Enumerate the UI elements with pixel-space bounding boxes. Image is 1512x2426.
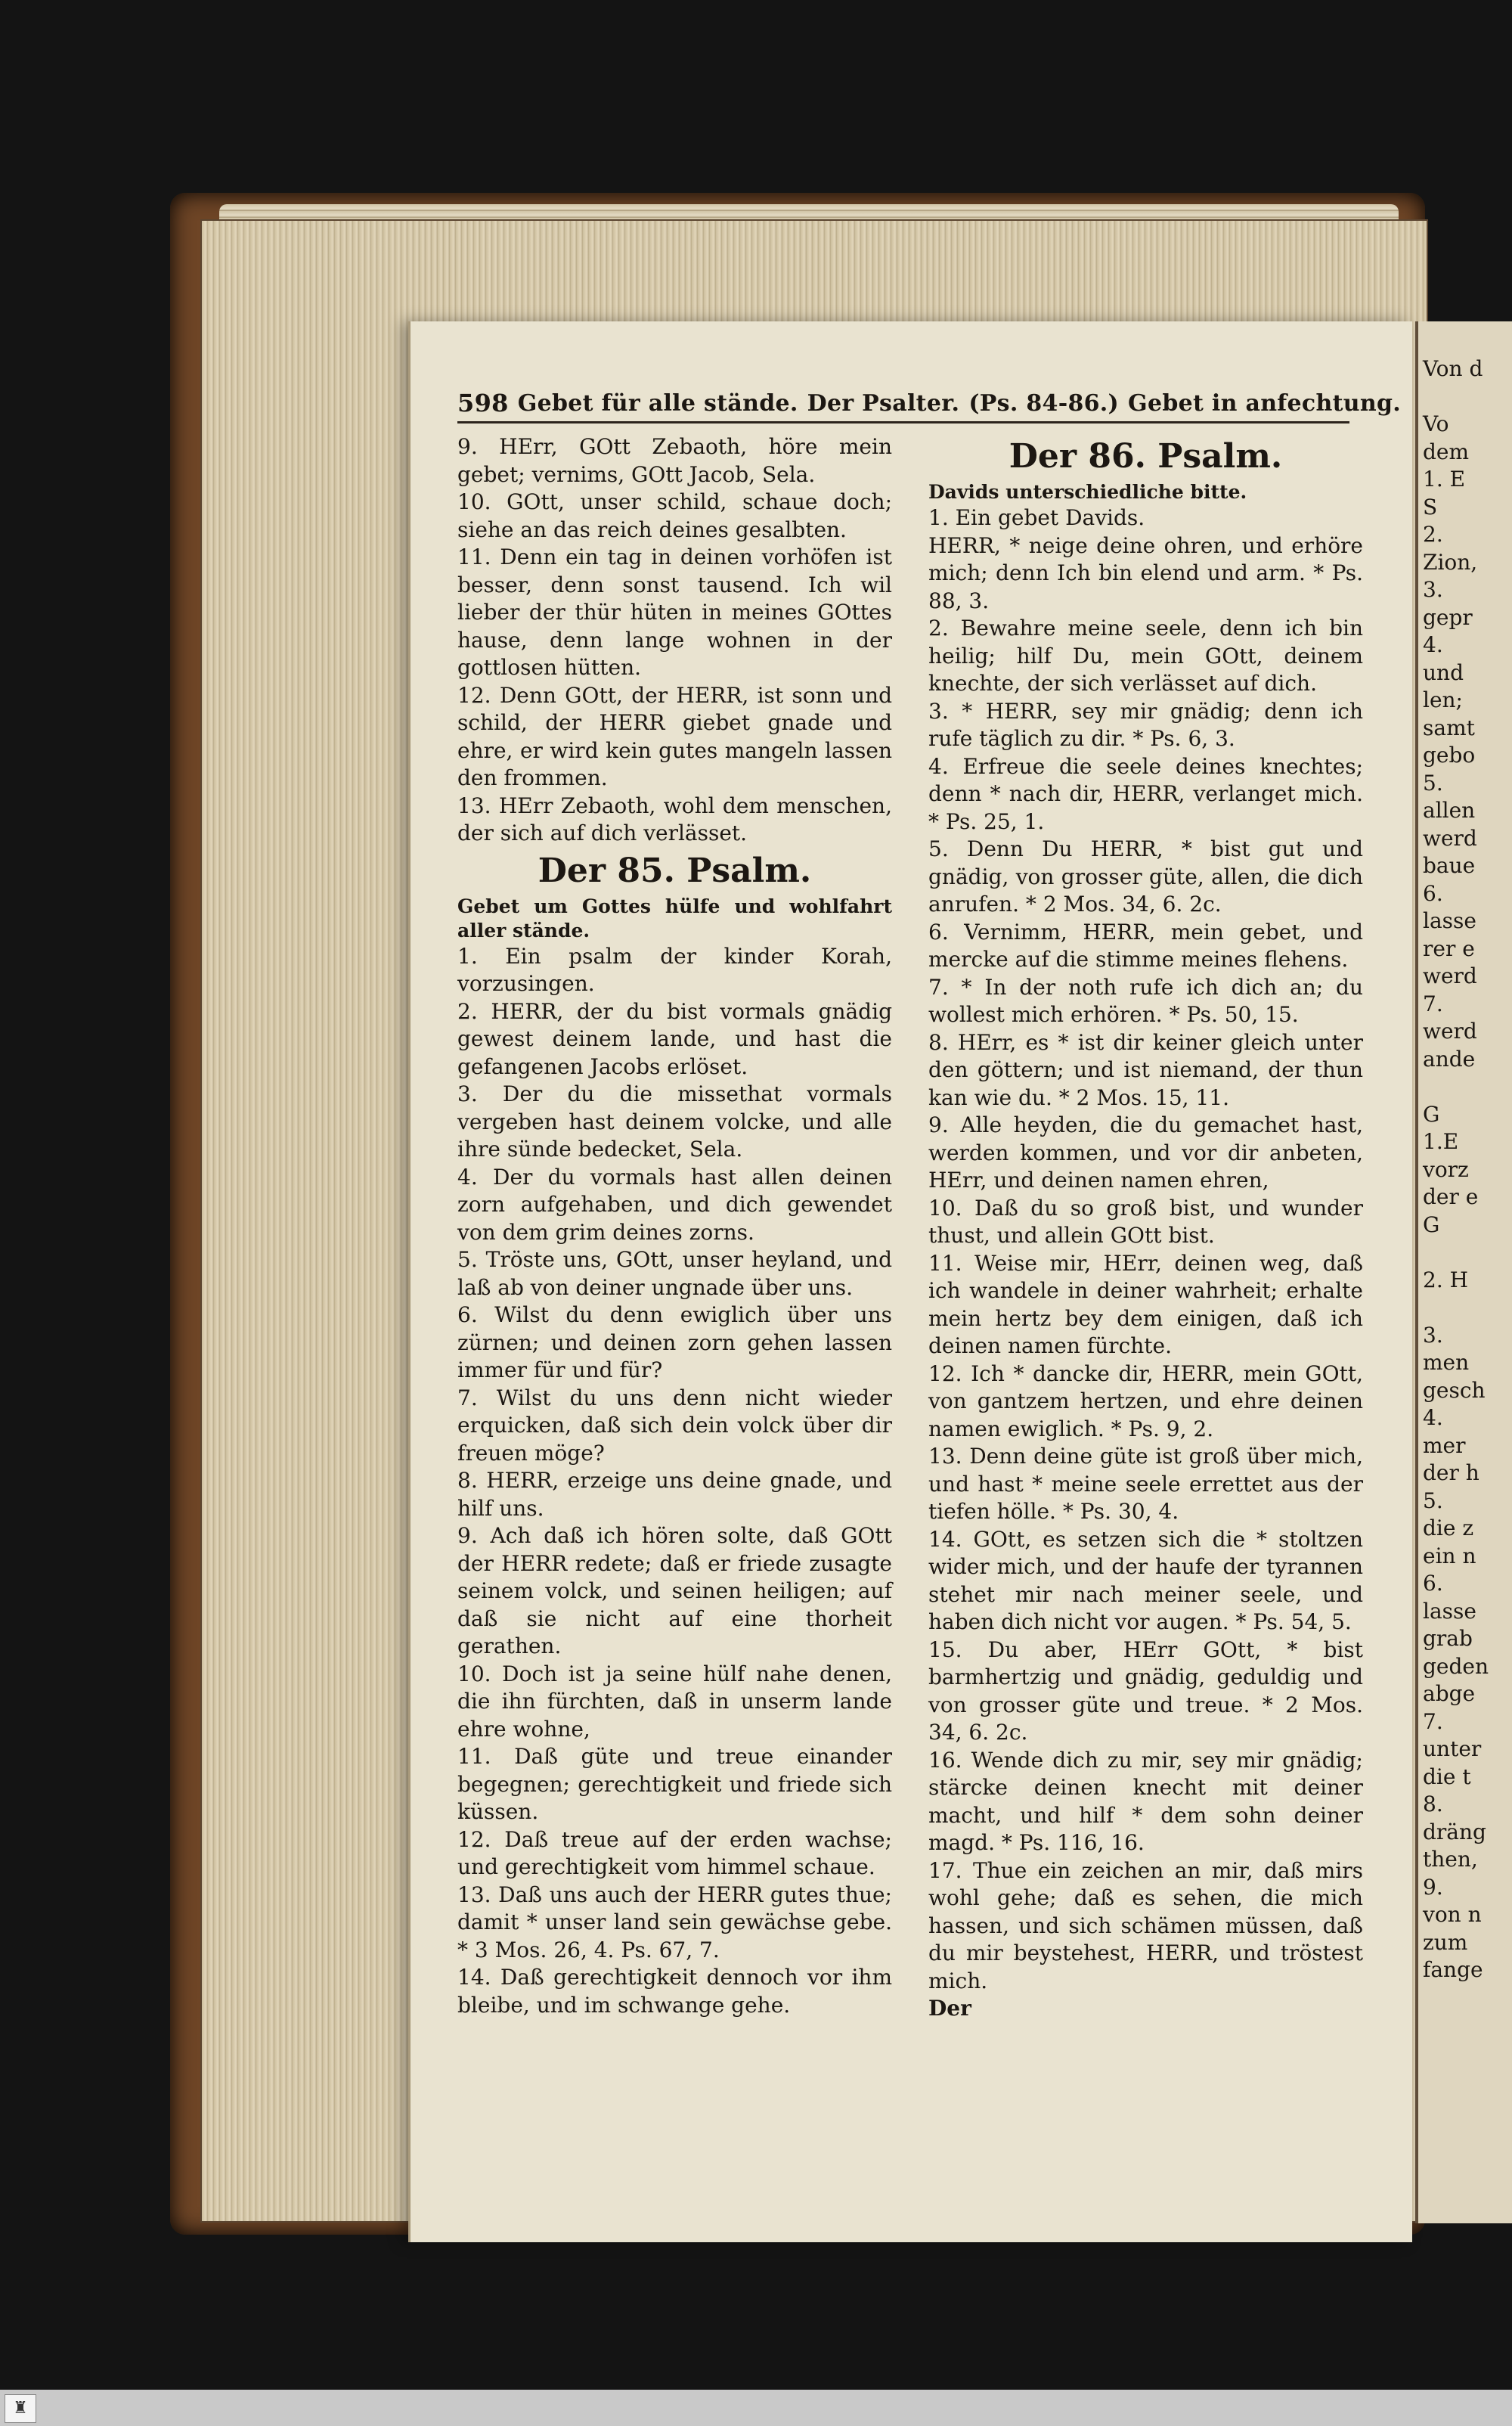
next-page-line: Zion,	[1423, 549, 1478, 575]
verse-line: 6. Wilst du denn ewiglich über uns zürnen; und deinen zorn gehen lassen immer für und für?	[457, 1302, 892, 1382]
page-number: 598	[457, 389, 509, 417]
next-page-line: 1. E	[1423, 467, 1466, 492]
next-page-line: die t	[1423, 1764, 1471, 1789]
next-page-line: 2.	[1423, 522, 1443, 547]
verse-line: 9. Ach daß ich hören solte, daß GOtt der HERR redete; daß er friede zusagte seinem volck, und seinen heiligen; auf daß sie nicht auf eine thorheit gerathen.	[457, 1523, 892, 1658]
next-page-line: 3.	[1423, 1322, 1443, 1348]
catchword: Der	[928, 1996, 971, 2021]
verse-line: 2. Bewahre meine seele, denn ich bin heilig; hilf Du, mein GOtt, deinem knechte, der sich verlässet auf dich.	[928, 616, 1363, 696]
next-page-line: zum	[1423, 1929, 1468, 1955]
verse-line: 14. GOtt, es setzen sich die * stoltzen wider mich, und der haufe der tyrannen stehet mir nach meiner seele, und haben dich nicht vor augen. * Ps. 54, 5.	[928, 1526, 1363, 1634]
verse-line: 5. Denn Du HERR, * bist gut und gnädig, von grosser güte, allen, die dich anrufen. * 2 Mos. 34, 6. 2c.	[928, 836, 1363, 917]
next-page-line: 3.	[1423, 577, 1443, 602]
next-page-line: 5.	[1423, 1488, 1443, 1513]
verse-line: 11. Weise mir, HErr, deinen weg, daß ich wandele in deiner wahrheit; erhalte mein hertz bey dem einigen, daß ich deinen namen fürchte.	[928, 1250, 1363, 1358]
next-page-line: vorz	[1423, 1156, 1469, 1182]
next-page-line: mer	[1423, 1432, 1466, 1458]
psalm-85-subtitle: Gebet um Gottes hülfe und wohlfahrt aller stände.	[457, 895, 892, 942]
next-page-line: 4.	[1423, 632, 1443, 657]
psalm-86-heading: Der 86. Psalm.	[1009, 437, 1283, 476]
next-page-line	[1418, 1073, 1512, 1101]
next-page-line: G	[1423, 1101, 1440, 1127]
verse-line: 1. Ein gebet Davids.	[928, 505, 1145, 530]
verse-line: 13. HErr Zebaoth, wohl dem menschen, der sich auf dich verlässet.	[457, 793, 892, 845]
verse-line: 12. Ich * dancke dir, HERR, mein GOtt, von gantzem hertzen, und ehre deinen namen ewiglich. * Ps. 9, 2.	[928, 1360, 1363, 1441]
verse-line: 10. Doch ist ja seine hülf nahe denen, die ihn fürchten, daß in unserm lande ehre wohne,	[457, 1661, 892, 1742]
next-page-line: 2. H	[1423, 1267, 1469, 1292]
next-page-edge	[1415, 321, 1512, 2223]
verse-line: 11. Daß güte und treue einander begegnen; gerechtigkeit und friede sich küssen.	[457, 1744, 892, 1824]
verse-line: 7. * In der noth rufe ich dich an; du wollest mich erhören. * Ps. 50, 15.	[928, 974, 1363, 1027]
verse-line: 7. Wilst du uns denn nicht wieder erquicken, daß sich dein volck über dir freuen möge?	[457, 1385, 892, 1466]
next-page-line	[1418, 1294, 1512, 1322]
library-logo-icon: ♜	[5, 2394, 36, 2423]
verse-line: 8. HErr, es * ist dir keiner gleich unter den göttern; und ist niemand, der thun kan wie du. * 2 Mos. 15, 11.	[928, 1029, 1363, 1110]
verse-line: 13. Denn deine güte ist groß über mich, und hast * meine seele errettet aus der tiefen hölle. * Ps. 30, 4.	[928, 1444, 1363, 1524]
verse-line: 17. Thue ein zeichen an mir, daß mirs wohl gehe; daß es sehen, die mich hassen, und sich schämen müssen, daß du mir beystehest, HERR, und tröstest mich.	[928, 1857, 1363, 1993]
next-page-line: werd	[1423, 963, 1477, 988]
next-page-line: 6.	[1423, 1571, 1443, 1596]
verse-line: 4. Erfreue die seele deines knechtes; denn * nach dir, HERR, verlanget mich. * Ps. 25, 1.	[928, 753, 1363, 834]
verse-line: HERR, * neige deine ohren, und erhöre mich; denn Ich bin elend und arm. * Ps. 88, 3.	[928, 532, 1363, 613]
next-page-line	[1418, 383, 1512, 411]
header-left-title: Gebet für alle stände.	[517, 389, 798, 417]
next-page-line: 4.	[1423, 1405, 1443, 1430]
verse-line: 13. Daß uns auch der HERR gutes thue; damit * unser land sein gewächse gebe. * 3 Mos. 26, 4. Ps. 67, 7.	[457, 1882, 892, 1962]
next-page-line: then,	[1423, 1847, 1478, 1872]
next-page-line: Vo	[1423, 411, 1449, 436]
next-page-line: S	[1423, 494, 1438, 520]
next-page-line: gesch	[1423, 1377, 1486, 1403]
verse-line: 15. Du aber, HErr GOtt, * bist barmhertzig und gnädig, geduldig und von grosser güte und treue. * 2 Mos. 34, 6. 2c.	[928, 1636, 1363, 1745]
verse-line: 5. Tröste uns, GOtt, unser heyland, und laß ab von deiner ungnade über uns.	[457, 1247, 892, 1300]
verse-line: 4. Der du vormals hast allen deinen zorn aufgehaben, und dich gewendet von dem grim deines zorns.	[457, 1164, 892, 1245]
next-page-line: G	[1423, 1211, 1440, 1237]
next-page-line: 1.E	[1423, 1129, 1459, 1154]
next-page-lines	[1418, 321, 1512, 1984]
verse-line: 10. GOtt, unser schild, schaue doch; siehe an das reich deines gesalbten.	[457, 489, 892, 542]
next-page-line: 7.	[1423, 991, 1443, 1016]
verse-line: 10. Daß du so groß bist, und wunder thust, und allein GOtt bist.	[928, 1195, 1363, 1248]
next-page-line: 5.	[1423, 770, 1443, 796]
verse-line: 3. * HERR, sey mir gnädig; denn ich rufe täglich zu dir. * Ps. 6, 3.	[928, 698, 1363, 751]
next-page-line: von n	[1423, 1902, 1482, 1927]
next-page-line: len;	[1423, 687, 1463, 712]
next-page-line: ande	[1423, 1046, 1476, 1072]
next-page-line: dem	[1423, 439, 1470, 464]
verse-line: 6. Vernimm, HERR, mein gebet, und mercke auf die stimme meines flehens.	[928, 919, 1363, 972]
verse-line: 12. Denn GOtt, der HERR, ist sonn und schild, der HERR giebet gnade und ehre, er wird kein gutes mangeln lassen den frommen.	[457, 682, 892, 790]
verse-line: 9. HErr, GOtt Zebaoth, höre mein gebet; vernims, GOtt Jacob, Sela.	[457, 434, 892, 487]
header-center-title: Der Psalter.	[807, 389, 960, 417]
running-header	[457, 385, 1401, 423]
next-page-line: lasse	[1423, 1598, 1476, 1624]
next-page-line: die z	[1423, 1515, 1474, 1540]
next-page-line: werd	[1423, 1019, 1477, 1044]
verse-line: 1. Ein psalm der kinder Korah, vorzusingen.	[457, 943, 892, 996]
next-page-line: 6.	[1423, 880, 1443, 906]
next-page-line: men	[1423, 1350, 1470, 1375]
next-page-line: samt	[1423, 715, 1475, 740]
next-page-line: der e	[1423, 1184, 1479, 1209]
right-column	[928, 433, 1363, 2023]
next-page-line: unter	[1423, 1736, 1482, 1761]
next-page-line: fange	[1423, 1957, 1483, 1982]
next-page-line: werd	[1423, 825, 1477, 851]
next-page-line: abge	[1423, 1681, 1476, 1706]
verse-line: 8. HERR, erzeige uns deine gnade, und hilf uns.	[457, 1468, 892, 1521]
next-page-line: der h	[1423, 1460, 1479, 1485]
next-page-line: gebo	[1423, 743, 1476, 768]
verse-line: 16. Wende dich zu mir, sey mir gnädig; stärcke deinen knecht mit deiner macht, und hilf * dem sohn deiner magd. * Ps. 116, 16.	[928, 1747, 1363, 1855]
left-column	[457, 433, 892, 2019]
verse-line: 2. HERR, der du bist vormals gnädig gewest deinem lande, und hast die gefangenen Jacobs erlöset.	[457, 998, 892, 1079]
header-right-title: Gebet in anfechtung.	[1128, 389, 1401, 417]
next-page-line: geden	[1423, 1653, 1489, 1679]
next-page-line: und	[1423, 659, 1464, 685]
next-page-line: allen	[1423, 798, 1476, 823]
viewer-bottom-bar	[0, 2390, 1512, 2426]
next-page-line: baue	[1423, 853, 1476, 878]
header-range: (Ps. 84-86.)	[968, 389, 1120, 417]
next-page-line: Von d	[1423, 356, 1483, 381]
next-page-line: ein n	[1423, 1543, 1476, 1568]
psalm-85-heading: Der 85. Psalm.	[538, 851, 812, 890]
verse-line: 12. Daß treue auf der erden wachse; und gerechtigkeit vom himmel schaue.	[457, 1826, 892, 1879]
next-page-line: lasse	[1423, 908, 1476, 933]
verse-line: 11. Denn ein tag in deinen vorhöfen ist besser, denn sonst tausend. Ich wil lieber der thür hüten in meines GOttes hause, denn lange wohnen in der gottlosen hütten.	[457, 544, 892, 680]
verse-line: 3. Der du die missethat vormals vergeben hast deinem volcke, und alle ihre sünde bedecket, Sela.	[457, 1081, 892, 1162]
book-page	[408, 321, 1412, 2242]
verse-line: 14. Daß gerechtigkeit dennoch vor ihm bleibe, und im schwange gehe.	[457, 1965, 892, 2018]
next-page-line: 7.	[1423, 1708, 1443, 1734]
next-page-line: dräng	[1423, 1819, 1486, 1844]
next-page-line: rer e	[1423, 935, 1475, 961]
next-page-line	[1418, 1239, 1512, 1267]
next-page-line: 8.	[1423, 1792, 1443, 1816]
verse-line: 9. Alle heyden, die du gemachet hast, werden kommen, und vor dir anbeten, HErr, und deinen namen ehren,	[928, 1112, 1363, 1193]
next-page-line: 9.	[1423, 1874, 1443, 1900]
next-page-line: grab	[1423, 1626, 1473, 1651]
psalm-86-subtitle: Davids unterschiedliche bitte.	[928, 481, 1247, 503]
next-page-line: gepr	[1423, 604, 1473, 630]
